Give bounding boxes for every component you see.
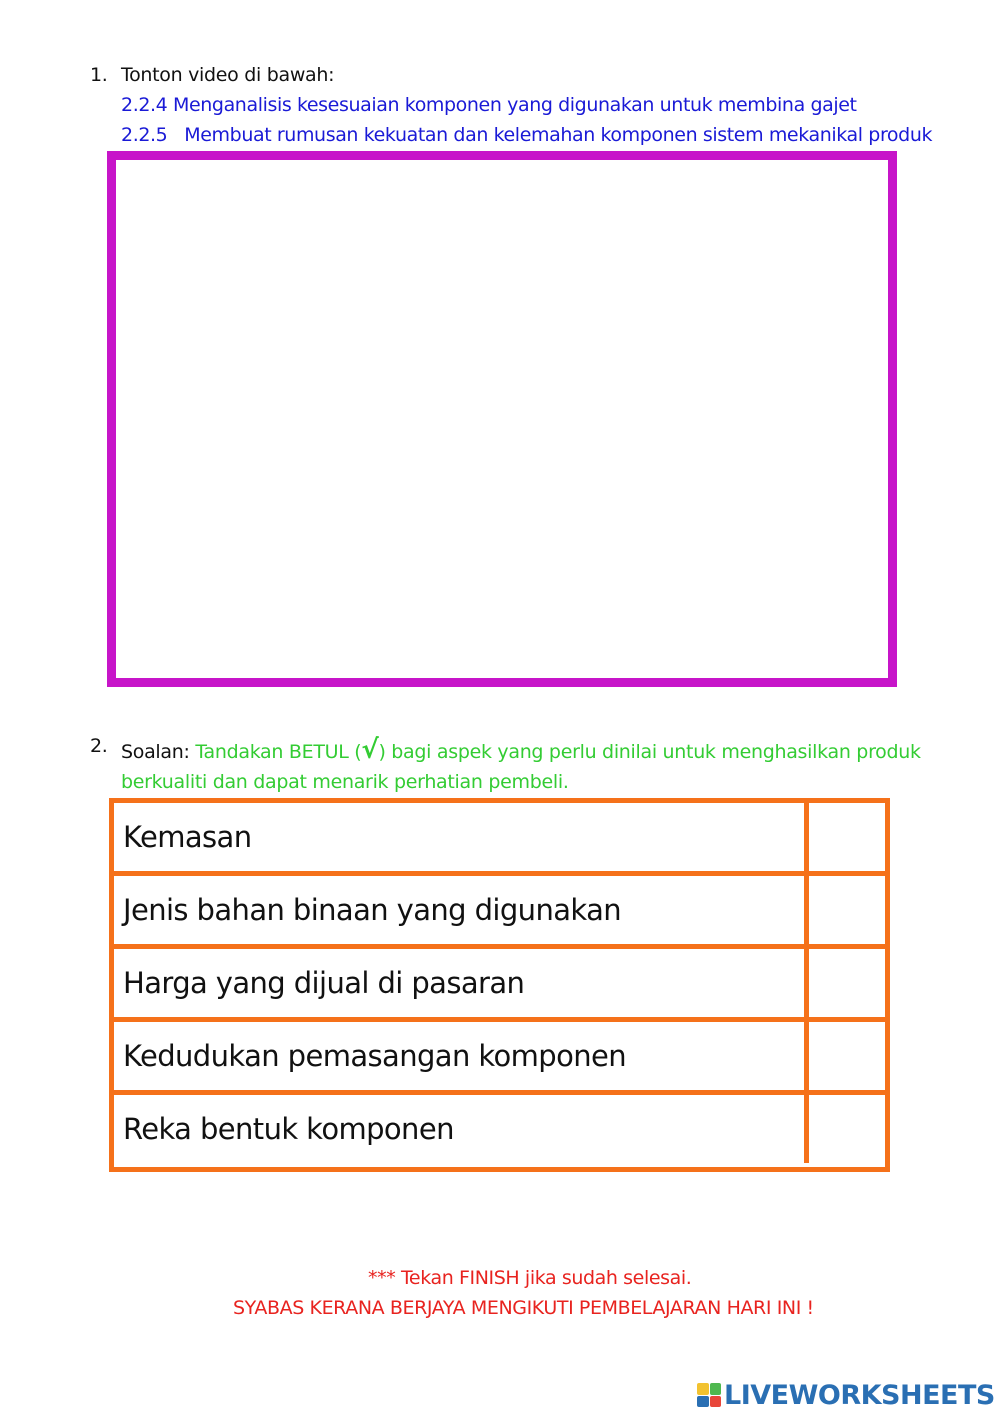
question-2-number: 2. [90,735,108,757]
aspect-label: Reka bentuk komponen [123,1112,454,1146]
answer-checkbox-cell[interactable] [804,1022,885,1090]
question-2-line2: berkualiti dan dapat menarik perhatian pembeli. [121,771,569,793]
liveworksheets-logo-icon [697,1383,721,1407]
aspect-label: Kedudukan pemasangan komponen [123,1039,627,1073]
footer-congrats: SYABAS KERANA BERJAYA MENGIKUTI PEMBELAJARAN HARI INI ! [233,1297,814,1319]
answer-checkbox-cell[interactable] [804,1095,885,1163]
aspect-label: Harga yang dijual di pasaran [123,966,525,1000]
table-row [114,949,885,1022]
video-embed-area[interactable] [107,151,897,687]
table-row [114,1095,885,1168]
question-2-instruction-end: ) bagi aspek yang perlu dinilai untuk menghasilkan produk [378,741,921,763]
question-2-line1 [121,735,921,765]
answer-checkbox-cell[interactable] [804,803,885,871]
question-2-instruction-start: Tandakan BETUL ( [195,741,362,763]
question-2-prefix: Soalan: [121,741,190,763]
aspect-label: Kemasan [123,820,252,854]
table-row [114,1022,885,1095]
objective-2-2-4: 2.2.4 Menganalisis kesesuaian komponen yang digunakan untuk membina gajet [121,94,857,116]
question-1-text: Tonton video di bawah: [121,64,335,86]
liveworksheets-brand[interactable] [697,1378,995,1412]
objective-2-2-5: 2.2.5 Membuat rumusan kekuatan dan kelemahan komponen sistem mekanikal produk [121,124,933,146]
table-row [114,803,885,876]
table-row [114,876,885,949]
answer-checkbox-cell[interactable] [804,876,885,944]
question-1-number: 1. [90,64,108,86]
footer-finish-note: *** Tekan FINISH jika sudah selesai. [368,1267,692,1289]
check-mark-icon: √ [361,735,379,765]
aspect-label: Jenis bahan binaan yang digunakan [123,893,622,927]
answer-checkbox-cell[interactable] [804,949,885,1017]
brand-name: LIVEWORKSHEETS [724,1379,995,1411]
answer-table [109,798,890,1172]
